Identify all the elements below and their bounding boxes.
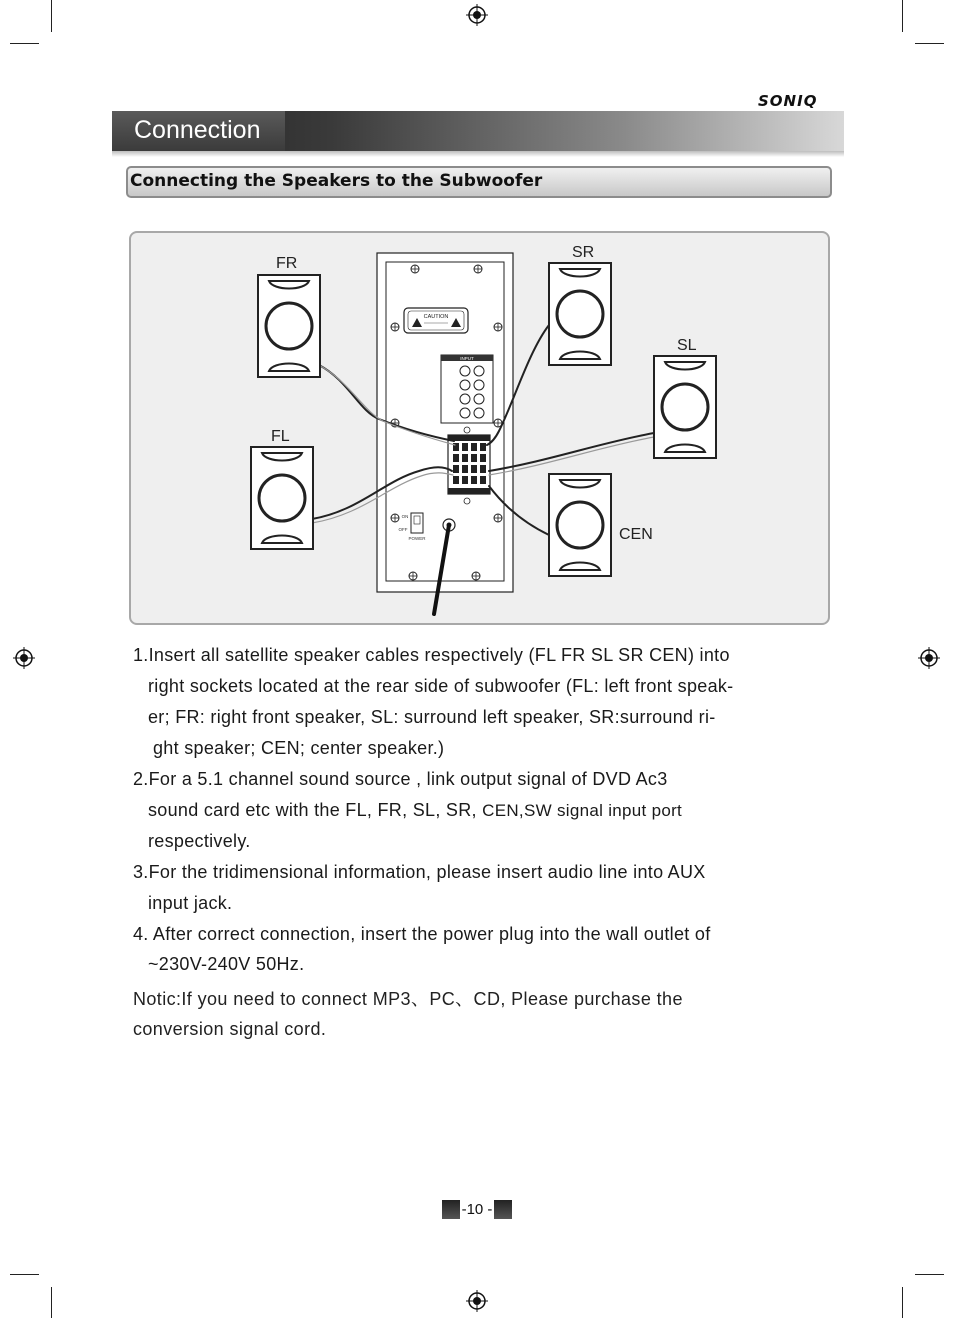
switch-on-label: ON <box>401 514 409 519</box>
crop-mark <box>915 43 944 44</box>
page-number: -10 - <box>461 1201 493 1218</box>
page-number-box <box>442 1200 512 1219</box>
section-title-bar <box>126 166 832 198</box>
speaker-sr <box>549 263 611 365</box>
page-title: Connection <box>134 116 261 144</box>
instruction-1-line-2: right sockets located at the rear side of subwoofer (FL: left front speak- <box>148 676 734 696</box>
speaker-connection-diagram <box>129 231 829 625</box>
header-shadow <box>112 151 844 157</box>
registration-mark-icon <box>918 647 940 669</box>
note-line-2: conversion signal cord. <box>133 1019 327 1039</box>
registration-mark-icon <box>466 4 488 26</box>
crop-mark <box>51 0 52 32</box>
caution-label: CAUTION <box>423 314 449 320</box>
power-label: POWER <box>408 536 426 541</box>
label-cen: CEN <box>619 526 653 543</box>
instruction-2-line-2 <box>133 795 823 826</box>
switch-off-label: OFF <box>398 527 408 532</box>
instruction-2-line-1: 2.For a 5.1 channel sound source , link output signal of DVD Ac3 <box>133 769 668 789</box>
registration-mark-icon <box>13 647 35 669</box>
instruction-3-line-2: input jack. <box>148 893 233 913</box>
crop-mark <box>915 1274 944 1275</box>
instruction-2-line-2a: sound card etc with the FL, FR, SL, SR, <box>148 800 483 820</box>
instruction-1-line-4: ght speaker; CEN; center speaker.) <box>153 738 445 758</box>
instructions <box>133 640 823 978</box>
crop-mark <box>51 1287 52 1318</box>
speaker-fr <box>258 275 320 377</box>
label-fl: FL <box>271 428 290 445</box>
note-line-1: Notic:If you need to connect MP3、PC、CD, Please purchase the <box>133 989 683 1009</box>
instruction-3-line-1: 3.For the tridimensional information, please insert audio line into AUX <box>133 862 706 882</box>
instruction-4-line-1: 4. After correct connection, insert the power plug into the wall outlet of <box>133 924 711 944</box>
instruction-1-line-3: er; FR: right front speaker, SL: surround left speaker, SR:surround ri- <box>148 707 716 727</box>
instruction-1-line-1: 1.Insert all satellite speaker cables respectively (FL FR SL SR CEN) into <box>133 645 730 665</box>
crop-mark <box>902 1287 903 1318</box>
header-tab <box>112 111 285 151</box>
label-sr: SR <box>572 244 595 261</box>
input-label: INPUT <box>460 356 474 361</box>
section-title: Connecting the Speakers to the Subwoofer <box>130 171 543 191</box>
registration-mark-icon <box>466 1290 488 1312</box>
instruction-2-line-3: respectively. <box>148 831 251 851</box>
instruction-4-line-2: ~230V-240V 50Hz. <box>148 954 305 974</box>
crop-mark <box>902 0 903 32</box>
speaker-fl <box>251 447 313 549</box>
note <box>133 984 823 1044</box>
instruction-2-line-2b: CEN,SW signal input port <box>482 801 683 820</box>
speaker-sl <box>654 356 716 458</box>
label-sl: SL <box>677 337 697 354</box>
brand-logo: SONIQ <box>758 92 818 110</box>
crop-mark <box>10 1274 39 1275</box>
speaker-cen <box>549 474 611 576</box>
crop-mark <box>10 43 39 44</box>
label-fr: FR <box>276 255 298 272</box>
